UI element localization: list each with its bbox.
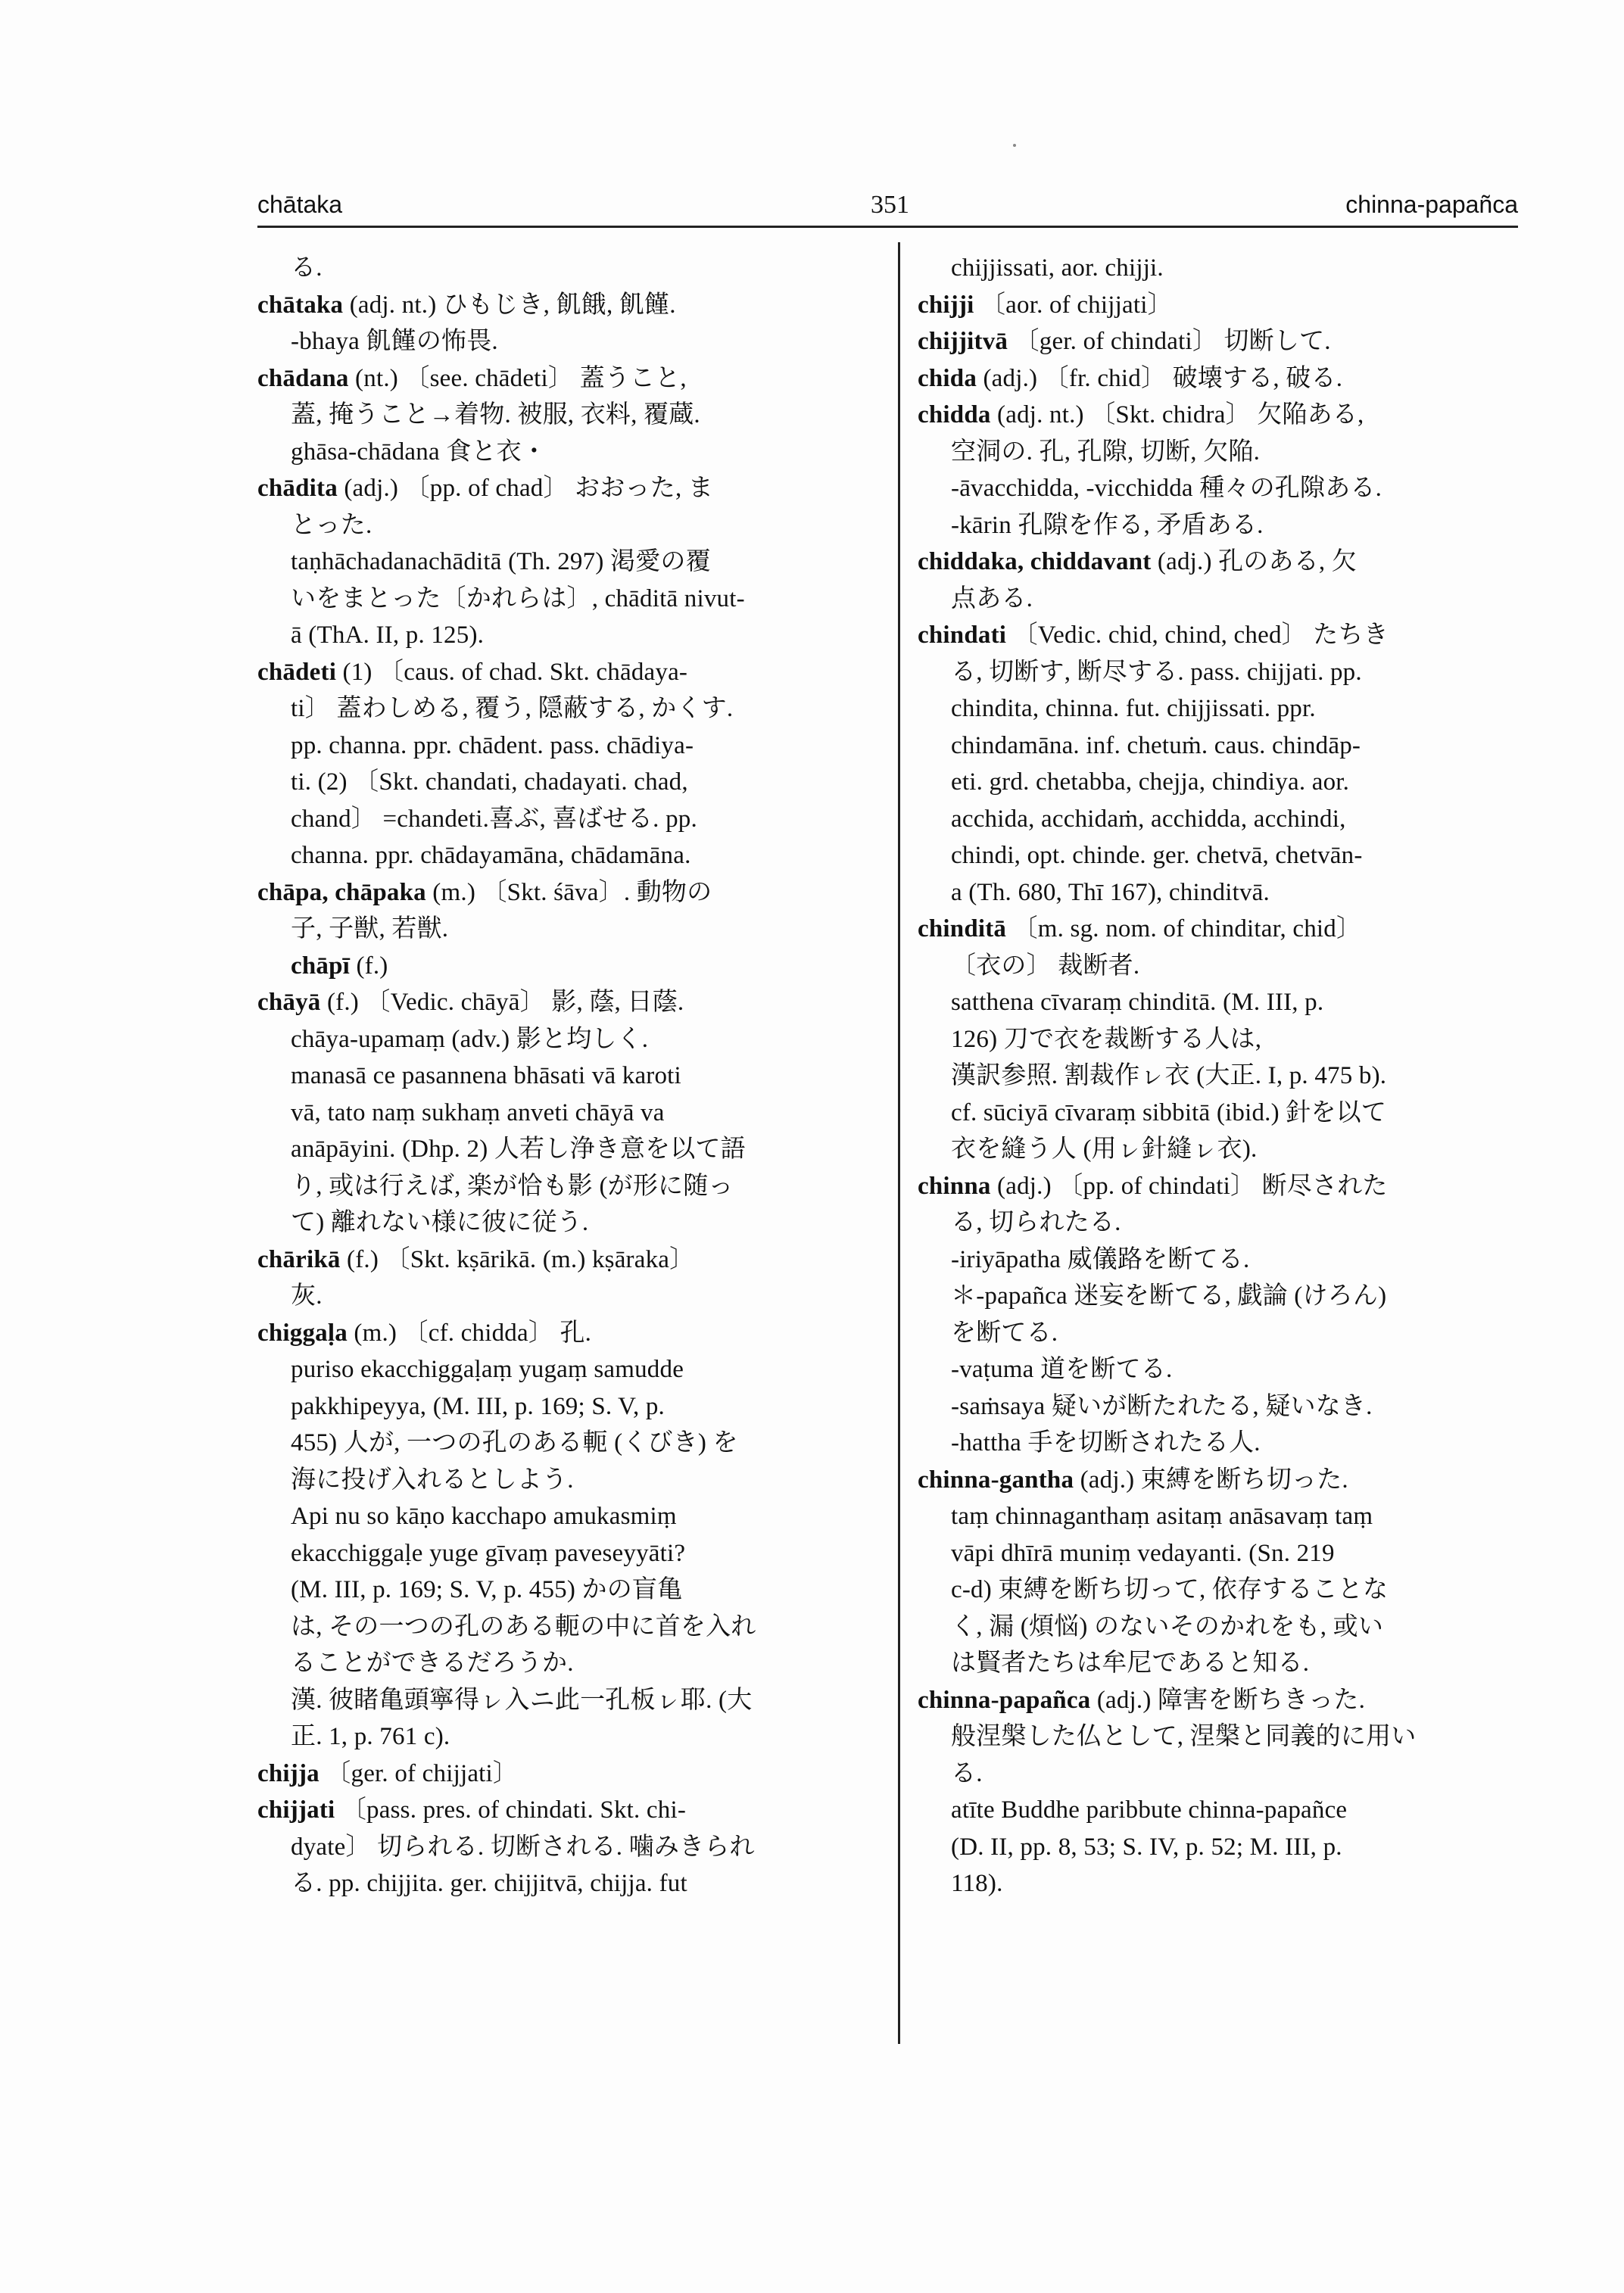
definition-text: (f.)	[350, 952, 388, 980]
headword: chārikā	[257, 1245, 341, 1273]
definition-text: (adj.) 孔のある, 欠	[1151, 548, 1357, 575]
entry-line: -saṁsaya 疑いが断たれたる, 疑いなき.	[951, 1392, 1373, 1420]
headword: chinna	[918, 1172, 991, 1200]
entry-line: 空洞の. 孔, 孔隙, 切断, 欠陥.	[951, 438, 1261, 466]
entry-line: chāya-upamaṃ (adv.) 影と均しく.	[291, 1025, 649, 1053]
headword: chāpī	[291, 952, 351, 980]
headword: chādita	[257, 475, 338, 502]
definition-text: (f.) 〔Skt. kṣārikā. (m.) kṣāraka〕	[340, 1245, 695, 1273]
entry-headword-line	[918, 323, 1523, 360]
headword: chiggaḷa	[257, 1319, 348, 1347]
entry-headword-line	[918, 1682, 1523, 1719]
entry-line: -bhaya 飢饉の怖畏.	[291, 328, 498, 355]
headword: chāyā	[257, 989, 321, 1016]
entry-line: 灰.	[291, 1282, 323, 1310]
definition-text: (adj.) 束縛を断ち切った.	[1074, 1466, 1348, 1494]
entry-line: ti〕 蓋わしめる, 覆う, 隠蔽する, かくす.	[291, 695, 734, 722]
entry-headword-line	[257, 1792, 871, 1829]
entry-line: (M. III, p. 169; S. V, p. 455) かの盲亀	[291, 1576, 683, 1603]
definition-text: (m.) 〔Skt. śāva〕. 動物の	[425, 878, 712, 906]
headword: chāpa, chāpaka	[257, 878, 426, 906]
definition-text: 〔pass. pres. of chindati. Skt. chi-	[335, 1796, 687, 1824]
entry-headword-line	[257, 287, 871, 324]
definition-text: 〔Vedic. chid, chind, ched〕 たちき	[1006, 622, 1389, 649]
entry-headword-line	[918, 911, 1523, 948]
definition-text: (adj.) 〔fr. chid〕 破壊する, 破る.	[977, 364, 1343, 392]
definition-text: 〔aor. of chijjati〕	[974, 291, 1173, 319]
entry-headword-line	[257, 654, 871, 691]
headword: chijjitvā	[918, 328, 1008, 355]
headword: chijji	[918, 291, 974, 319]
entry-headword-line	[257, 360, 871, 397]
entry-line: -iriyāpatha 威儀路を断てる.	[951, 1245, 1250, 1273]
headword: chātaka	[257, 291, 344, 319]
entry-line: cf. sūciyā cīvaraṃ sibbitā (ibid.) 針を以て	[951, 1098, 1387, 1126]
entry-headword-line	[918, 544, 1523, 581]
entry-line: は, その一つの孔のある軛の中に首を入れ	[291, 1612, 756, 1640]
entry-line: chijjissati, aor. chijji.	[951, 254, 1164, 282]
entry-line: 正. 1, p. 761 c).	[291, 1723, 450, 1750]
speck	[1013, 144, 1016, 147]
entry-line: は賢者たちは牟尼であると知る.	[951, 1650, 1310, 1677]
entry-headword-line	[257, 874, 871, 911]
entry-line: 〔衣の〕 裁断者.	[951, 952, 1140, 980]
entry-line: 海に投げ入れるとしよう.	[291, 1466, 574, 1494]
entry-line: 漢. 彼睹亀頭寧得ㇾ入ニ此一孔板ㇾ耶. (大	[291, 1686, 753, 1714]
entry-line: ti. (2) 〔Skt. chandati, chadayati. chad,	[291, 768, 688, 796]
right-column	[918, 250, 1523, 1902]
entry-line: vāpi dhīrā muniṃ vedayanti. (Sn. 219	[951, 1539, 1335, 1567]
definition-text: (m.) 〔cf. chidda〕 孔.	[347, 1319, 592, 1347]
entry-line	[257, 948, 871, 985]
entry-line: 衣を縫う人 (用ㇾ針縫ㇾ衣).	[951, 1136, 1258, 1163]
entry-headword-line	[918, 397, 1523, 434]
entry-line: Api nu so kāṇo kacchapo amukasmiṃ	[291, 1503, 677, 1530]
entry-line: pp. channa. ppr. chādent. pass. chādiya-	[291, 731, 694, 759]
entry-headword-line	[918, 617, 1523, 654]
headword: chijja	[257, 1759, 320, 1787]
definition-text: (adj.) 〔pp. of chindati〕 断尽された	[990, 1172, 1388, 1200]
entry-line: (D. II, pp. 8, 53; S. IV, p. 52; M. III, p.	[951, 1833, 1342, 1861]
entry-line: て) 離れない様に彼に従う.	[291, 1209, 589, 1236]
headword: chinna-papañca	[918, 1686, 1091, 1714]
entry-line: a (Th. 680, Thī 167), chinditvā.	[951, 878, 1270, 906]
entry-line: -āvacchidda, -vicchidda 種々の孔隙ある.	[951, 475, 1382, 502]
definition-text: (f.) 〔Vedic. chāyā〕 影, 蔭, 日蔭.	[320, 989, 684, 1016]
entry-headword-line	[257, 984, 871, 1021]
entry-line: ＊-papañca 迷妄を断てる, 戯論 (けろん)	[951, 1282, 1387, 1310]
definition-text: (adj. nt.) ひもじき, 飢餓, 飢饉.	[343, 291, 676, 319]
entry-line: り, 或は行えば, 楽が恰も影 (が形に随っ	[291, 1172, 734, 1200]
headword: chinditā	[918, 915, 1007, 942]
entry-line: dyate〕 切られる. 切断される. 噛みきられ	[291, 1833, 755, 1861]
entry-line: atīte Buddhe paribbute chinna-papañce	[951, 1796, 1348, 1824]
entry-line: eti. grd. chetabba, chejja, chindiya. aor.	[951, 768, 1350, 796]
entry-headword-line	[918, 287, 1523, 324]
entry-line: 126) 刀で衣を裁断する人は,	[951, 1025, 1262, 1053]
header-rule	[257, 226, 1518, 228]
entry-headword-line	[918, 360, 1523, 397]
entry-line: ることができるだろうか.	[291, 1650, 574, 1677]
entry-line: pakkhipeyya, (M. III, p. 169; S. V, p.	[291, 1392, 665, 1420]
page-number: 351	[871, 191, 909, 219]
entry-line: chindi, opt. chinde. ger. chetvā, chetvān-	[951, 842, 1363, 869]
entry-line: ghāsa-chādana 食と衣・	[291, 438, 547, 466]
headword: chidda	[918, 401, 991, 428]
entry-line: る. pp. chijjita. ger. chijjitvā, chijja. fut	[291, 1870, 687, 1897]
entry-line: を断てる.	[951, 1319, 1058, 1347]
entry-line: acchida, acchidaṁ, acchidda, acchindi,	[951, 805, 1346, 833]
entry-line: いをまとった〔かれらは〕, chāditā nivut-	[291, 584, 745, 612]
entry-line: 子, 子獣, 若獣.	[291, 915, 449, 942]
entry-line: ā (ThA. II, p. 125).	[291, 622, 485, 649]
entry-line: 蓋, 掩うこと→着物. 被服, 衣料, 覆蔵.	[291, 401, 700, 428]
entry-line: satthena cīvaraṃ chinditā. (M. III, p.	[951, 989, 1324, 1016]
entry-line: 点ある.	[951, 584, 1033, 612]
entry-line: 118).	[951, 1870, 1003, 1897]
entry-line: taṇhāchadanachāditā (Th. 297) 渇愛の覆	[291, 548, 711, 575]
entry-line: 455) 人が, 一つの孔のある軛 (くびき) を	[291, 1429, 738, 1456]
entry-line: 般涅槃した仏として, 涅槃と同義的に用い	[951, 1723, 1417, 1750]
definition-text: 〔ger. of chijjati〕	[319, 1759, 519, 1787]
entry-line: る, 切られたる.	[951, 1209, 1121, 1236]
definition-text: 〔ger. of chindati〕 切断して.	[1008, 328, 1331, 355]
entry-headword-line	[257, 470, 871, 507]
entry-line: ekacchiggaḷe yuge gīvaṃ paveseyyāti?	[291, 1539, 686, 1567]
definition-text: (adj. nt.) 〔Skt. chidra〕 欠陥ある,	[990, 401, 1364, 428]
entry-headword-line	[257, 1315, 871, 1352]
headword: chida	[918, 364, 977, 392]
definition-text: (nt.) 〔see. chādeti〕 蓋うこと,	[348, 364, 687, 392]
definition-text: (adj.) 〔pp. of chad〕 おおった, ま	[337, 475, 714, 502]
entry-line: anāpāyini. (Dhp. 2) 人若し浄き意を以て語	[291, 1136, 746, 1163]
left-column	[257, 250, 871, 1902]
entry-line: -kārin 孔隙を作る, 矛盾ある.	[951, 511, 1264, 539]
entry-line: る, 切断す, 断尽する. pass. chijjati. pp.	[951, 658, 1362, 686]
entry-headword-line	[918, 1168, 1523, 1205]
headword: chinna-gantha	[918, 1466, 1074, 1494]
headword: chiddaka, chiddavant	[918, 548, 1152, 575]
header-right-guide-word: chinna-papañca	[1345, 191, 1518, 218]
entry-headword-line	[257, 1242, 871, 1279]
headword: chijjati	[257, 1796, 335, 1824]
entry-line: る.	[291, 254, 323, 282]
entry-line: vā, tato naṃ sukhaṃ anveti chāyā va	[291, 1098, 665, 1126]
header-left-guide-word: chātaka	[257, 191, 343, 218]
entry-line: -hattha 手を切断されたる人.	[951, 1429, 1261, 1456]
entry-line: manasā ce pasannena bhāsati vā karoti	[291, 1062, 681, 1089]
entry-headword-line	[257, 1756, 871, 1793]
headword: chādana	[257, 364, 349, 392]
page-header	[257, 191, 1518, 229]
column-divider	[898, 242, 900, 2044]
definition-text: (1) 〔caus. of chad. Skt. chādaya-	[336, 658, 688, 686]
entry-headword-line	[918, 1462, 1523, 1499]
entry-line: c-d) 束縛を断ち切って, 依存することな	[951, 1576, 1389, 1603]
definition-text: 〔m. sg. nom. of chinditar, chid〕	[1006, 915, 1362, 942]
definition-text: (adj.) 障害を断ちきった.	[1090, 1686, 1366, 1714]
entry-line: chindamāna. inf. chetuṁ. caus. chindāp-	[951, 731, 1361, 759]
headword: chādeti	[257, 658, 337, 686]
entry-line: とった.	[291, 511, 372, 539]
entry-line: channa. ppr. chādayamāna, chādamāna.	[291, 842, 691, 869]
entry-line: chand〕 =chandeti.喜ぶ, 喜ばせる. pp.	[291, 805, 697, 833]
entry-line: く, 漏 (煩悩) のないそのかれをも, 或い	[951, 1612, 1384, 1640]
entry-line: puriso ekacchiggaḷaṃ yugaṃ samudde	[291, 1356, 684, 1383]
entry-line: 漢訳参照. 割裁作ㇾ衣 (大正. I, p. 475 b).	[951, 1062, 1387, 1089]
entry-line: taṃ chinnaganthaṃ asitaṃ anāsavaṃ taṃ	[951, 1503, 1373, 1530]
entry-line: chindita, chinna. fut. chijjissati. ppr.	[951, 695, 1316, 722]
entry-line: る.	[951, 1759, 983, 1787]
entry-line: -vaṭuma 道を断てる.	[951, 1356, 1173, 1383]
headword: chindati	[918, 622, 1007, 649]
